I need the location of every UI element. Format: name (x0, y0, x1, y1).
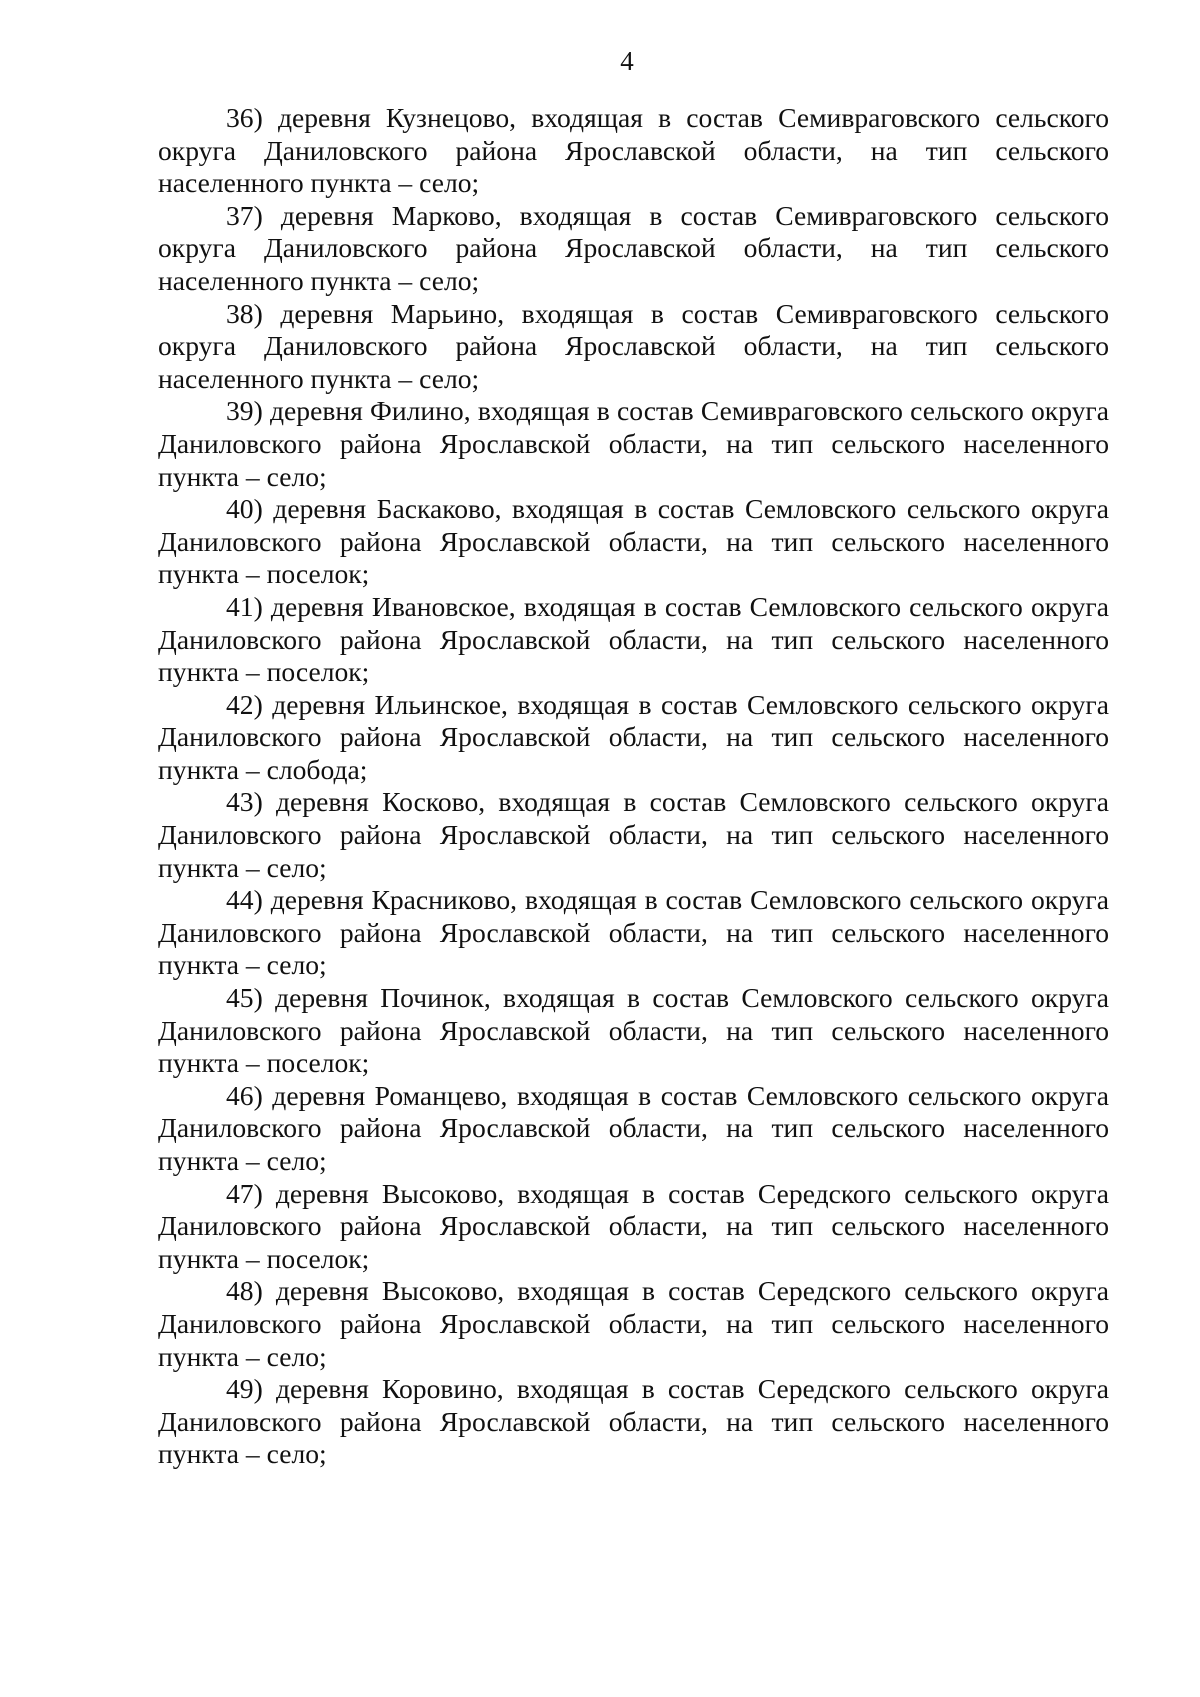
list-item: 44) деревня Красниково, входящая в состав Семловского сельского округа Даниловского района Ярославской области, на тип сельского населенного пункта – село; (158, 884, 1109, 981)
list-item: 47) деревня Высоково, входящая в состав Середского сельского округа Даниловского района Ярославской области, на тип сельского населенного пункта – поселок; (158, 1177, 1109, 1274)
page-number: 4 (620, 46, 634, 76)
list-item: 41) деревня Ивановское, входящая в состав Семловского сельского округа Даниловского района Ярославской области, на тип сельского населенного пункта – поселок; (158, 590, 1109, 688)
list-item: 42) деревня Ильинское, входящая в состав Семловского сельского округа Даниловского района Ярославской области, на тип сельского населенного пункта – слобода; (158, 688, 1109, 785)
list-item: 37) деревня Марково, входящая в состав Семивраговского сельского округа Даниловского района Ярославской области, на тип сельского населенного пункта – село; (158, 199, 1109, 296)
list-item: 45) деревня Починок, входящая в состав Семловского сельского округа Даниловского района Ярославской области, на тип сельского населенного пункта – поселок; (158, 982, 1109, 1079)
document-body (158, 102, 1109, 1471)
list-item: 36) деревня Кузнецово, входящая в состав Семивраговского сельского округа Даниловского района Ярославской области, на тип сельского населенного пункта – село; (158, 102, 1109, 199)
list-item: 43) деревня Косково, входящая в состав Семловского сельского округа Даниловского района Ярославской области, на тип сельского населенного пункта – село; (158, 786, 1109, 883)
list-item: 39) деревня Филино, входящая в состав Семивраговского сельского округа Даниловского района Ярославской области, на тип сельского населенного пункта – село; (158, 395, 1109, 492)
list-item: 46) деревня Романцево, входящая в состав Семловского сельского округа Даниловского района Ярославской области, на тип сельского населенного пункта – село; (158, 1079, 1109, 1176)
list-item: 48) деревня Высоково, входящая в состав Середского сельского округа Даниловского района Ярославской области, на тип сельского населенного пункта – село; (158, 1275, 1109, 1372)
list-item: 40) деревня Баскаково, входящая в состав Семловского сельского округа Даниловского района Ярославской области, на тип сельского населенного пункта – поселок; (158, 493, 1109, 590)
list-item: 38) деревня Марьино, входящая в состав Семивраговского сельского округа Даниловского района Ярославской области, на тип сельского населенного пункта – село; (158, 297, 1109, 394)
list-item: 49) деревня Коровино, входящая в состав Середского сельского округа Даниловского района Ярославской области, на тип сельского населенного пункта – село; (158, 1373, 1109, 1470)
